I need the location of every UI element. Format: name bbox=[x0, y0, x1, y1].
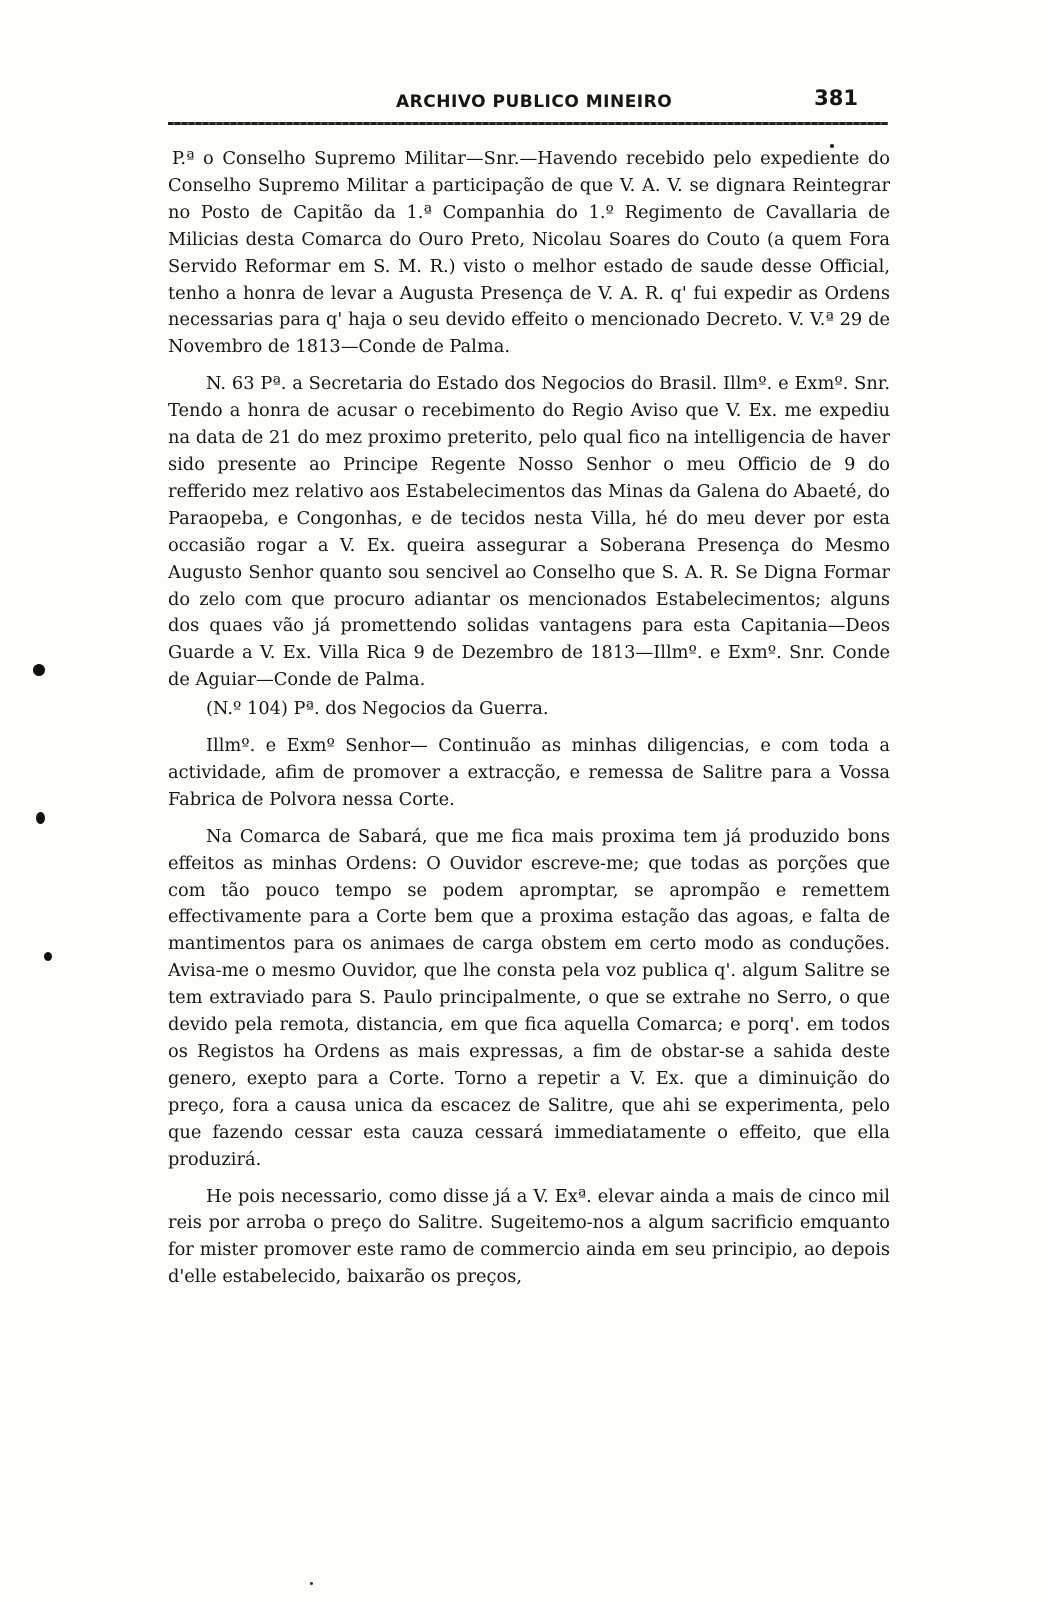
body-text bbox=[168, 146, 890, 1291]
page-number: 381 bbox=[814, 86, 858, 110]
margin-mark bbox=[33, 664, 45, 676]
paragraph-preco-salitre: He pois necessario, como disse já a V. Exª. elevar ainda a mais de cinco mil reis por arroba o preço do Salitre. Sugeitemo-nos a algum sacrificio emquanto for mister promover este ramo de commercio ainda em seu principio, ao depois d'elle estabelecido, baixarão os preços, bbox=[168, 1185, 890, 1288]
paragraph-salitre-intro: Illmº. e Exmº Senhor— Continuão as minhas diligencias, e com toda a actividade, afim de promover a extracção, e remessa de Salitre para a Vossa Fabrica de Polvora nessa Corte. bbox=[168, 735, 890, 810]
paragraph-n104-heading: (N.º 104) Pª. dos Negocios da Guerra. bbox=[206, 698, 549, 720]
page-header bbox=[168, 82, 888, 122]
margin-mark bbox=[36, 812, 45, 824]
paragraph-conselho-supremo: P.ª o Conselho Supremo Militar—Snr.—Havendo recebido pelo expediente do Conselho Supremo Militar a participação de que V. A. V. se dignara Reintegrar no Posto de Capitão da 1.ª Companhia do 1.º Regimento de Cavallaria de Milicias desta Comarca do Ouro Preto, Nicolau Soares do Couto (a quem Fora Servido Reformar em S. M. R.) visto o melhor estado de saude desse Official, tenho a honra de levar a Augusta Presença de V. A. R. q' fui expedir as Ordens necessarias para q' haja o seu devido effeito o mencionado Decreto. V. V.ª 29 de Novembro de 1813—Conde de Palma. bbox=[168, 148, 890, 358]
paragraph-n63: N. 63 Pª. a Secretaria do Estado dos Negocios do Brasil. Illmº. e Exmº. Snr. Tendo a honra de acusar o recebimento do Regio Aviso que V. Ex. me expediu na data de 21 do mez proximo preterito, pelo qual fico na intelligencia de haver sido presente ao Principe Regente Nosso Senhor o meu Officio de 9 do refferido mez relativo aos Estabelecimentos das Minas da Galena do Abaeté, do Paraopeba, e Congonhas, e de tecidos nesta Villa, hé do meu dever por esta occasião rogar a V. Ex. queira assegurar a Soberana Presença do Mesmo Augusto Senhor quanto sou sencivel ao Conselho que S. A. R. Se Digna Formar do zelo com que procuro adiantar os mencionados Estabelecimentos; alguns dos quaes vão já promettendo solidas vantagens para esta Capitania—Deos Guarde a V. Ex. Villa Rica 9 de Dezembro de 1813—Illmº. e Exmº. Snr. Conde de Aguiar—Conde de Palma. bbox=[168, 373, 890, 691]
ink-speck bbox=[310, 1582, 313, 1585]
header-rule bbox=[168, 122, 888, 125]
paragraph-comarca-sabara: Na Comarca de Sabará, que me fica mais proxima tem já produzido bons effeitos as minhas Ordens: O Ouvidor escreve-me; que todas as porções que com tão pouco tempo se podem apromptar, se aprompão e remettem effectivamente para a Corte bem que a proxima estação das agoas, e falta de mantimentos para os animaes de carga obstem em certo modo as conduções. Avisa-me o mesmo Ouvidor, que lhe consta pela voz publica q'. algum Salitre se tem extraviado para S. Paulo principalmente, o que se extrahe no Serro, o que devido pela remota, distancia, em que fica aquella Comarca; e porq'. em todos os Registos ha Ordens as mais expressas, a fim de obstar-se a sahida deste genero, exepto para a Corte. Torno a repetir a V. Ex. que a diminuição do preço, fora a causa unica da escacez de Salitre, que ahi se experimenta, pelo que fazendo cessar esta cauza cessará immediatamente o effeito, que ella produzirá. bbox=[168, 825, 890, 1170]
running-title: ARCHIVO PUBLICO MINEIRO bbox=[396, 92, 673, 112]
margin-mark bbox=[44, 952, 52, 961]
